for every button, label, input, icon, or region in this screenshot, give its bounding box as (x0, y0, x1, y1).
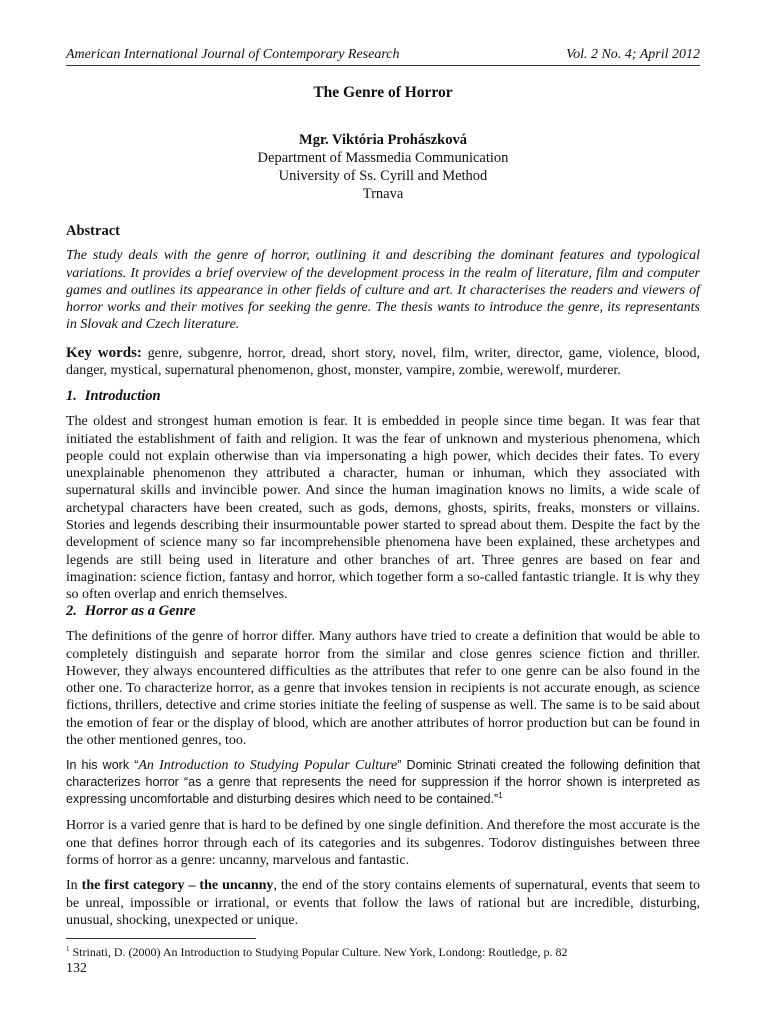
uncanny-prefix: In (66, 878, 82, 894)
keywords-text: genre, subgenre, horror, dread, short story, novel, film, writer, director, game, violence, blood, danger, mystical, supernatural phenomenon, ghost, monster, vampire, zombie, werewolf, murderer. (66, 346, 700, 379)
uncanny-text: , the end of the story contains elements of supernatural, events that seem to be unreal, impossible or irrational, or events that follow the laws of rational but are incredible, disturbing, unusual, shocking, unexpected or unique. (66, 878, 700, 928)
footnote-text: Strinati, D. (2000) An Introduction to Studying Popular Culture. New York, Londong: Routledge, p. 82 (69, 945, 568, 959)
author-block (66, 131, 700, 203)
footnote (66, 945, 567, 960)
footnote-rule (66, 938, 256, 939)
author-name: Mgr. Viktória Prohászková (299, 132, 467, 148)
introduction-heading (66, 388, 700, 405)
strinati-work-title: An Introduction to Studying Popular Culture (138, 758, 398, 774)
keywords-paragraph (66, 345, 700, 380)
paper-title: The Genre of Horror (313, 84, 453, 101)
running-header (66, 46, 700, 64)
introduction-paragraph: The oldest and strongest human emotion is fear. It is embedded in people since time began. It was fear that initiated the establishment of faith and religion. It was the fear of unknown and mysterious phenomena, which people could not explain otherwise than via impersonating a high power, which decides their fates. To every unexplainable phenomenon they attributed a character, human or inhuman, which they associated with supernatural skills and invincible power. And since the human imagination knows no limits, a wide scale of archetypal characters have been created, such as gods, demons, ghosts, spirits, freaks, monsters or villains. Stories and legends describing their insurmountable power started to spread about them. Despite the fact by the development of science many so far incomprehensible phenomena have been explained, these archetypes and legends are still being used in literature and other branches of art. Three genres are based on fear and imagination: science fiction, fantasy and horror, which together form a so-called fantastic triangle. It is why they so often overlap and enrich themselves. (66, 414, 700, 603)
author-department: Department of Massmedia Communication (257, 150, 509, 166)
horror-genre-heading (66, 603, 700, 620)
definitions-paragraph: The definitions of the genre of horror differ. Many authors have tried to create a definition that would be able to completely distinguish and separate horror from the similar and close genres science fiction and thriller. However, they always encountered difficulties as the attributes that refer to one genre can be also found in the other one. To characterize horror, as a genre that invokes tension in recipients is not accurate enough, as science fictions, thrillers, detective and crime stories initiate the feeling of suspense as well. The same is to be said about the emotion of fear or the display of blood, which are another attributes of horror production but can be found in the other mentioned genres, too. (66, 629, 700, 749)
author-university: University of Ss. Cyrill and Method (278, 168, 488, 184)
abstract-section (66, 223, 700, 334)
horror-genre-number: 2. (66, 603, 77, 619)
todorov-paragraph: Horror is a varied genre that is hard to be defined by one single definition. And therefore the most accurate is the one that defines horror through each of its categories and its subgenres. Todorov distinguishes between three forms of horror as a genre: uncanny, marvelous and fantastic. (66, 818, 700, 868)
strinati-paragraph (66, 757, 700, 808)
keywords-label: Key words: (66, 345, 142, 361)
uncanny-term: the first category – the uncanny (81, 878, 274, 894)
footnote-ref: 1 (498, 791, 503, 801)
uncanny-paragraph (66, 877, 700, 929)
footnote-mark: 1 (66, 945, 70, 953)
author-city: Trnava (362, 186, 404, 202)
horror-genre-section (66, 603, 700, 929)
keywords-section (66, 345, 700, 380)
introduction-number: 1. (66, 388, 77, 404)
horror-genre-title: Horror as a Genre (84, 603, 196, 619)
introduction-title: Introduction (84, 388, 161, 404)
issue-info: Vol. 2 No. 4; April 2012 (566, 47, 700, 62)
strinati-prefix: In his work “ (66, 758, 139, 773)
abstract-heading: Abstract (66, 223, 120, 239)
page-number: 132 (66, 961, 87, 976)
journal-name: American International Journal of Contemporary Research (66, 47, 400, 62)
introduction-section (66, 388, 700, 604)
abstract-text: The study deals with the genre of horror, outlining it and describing the dominant features and typological variations. It provides a brief overview of the development process in the realm of literature, film and computer games and outlines its appearance in other fields of culture and art. It characterises the readers and viewers of horror works and their motives for seeking the genre. The thesis wants to introduce the genre, its representants in Slovak and Czech literature. (66, 248, 700, 333)
header-rule (66, 65, 700, 66)
strinati-definition: ” Dominic Strinati created the following definition that characterizes horror “as a genre that represents the need for suppression if the horror shown is interpreted as expressing uncomfortable and disturbing desires which need to be contained.” (66, 758, 700, 807)
